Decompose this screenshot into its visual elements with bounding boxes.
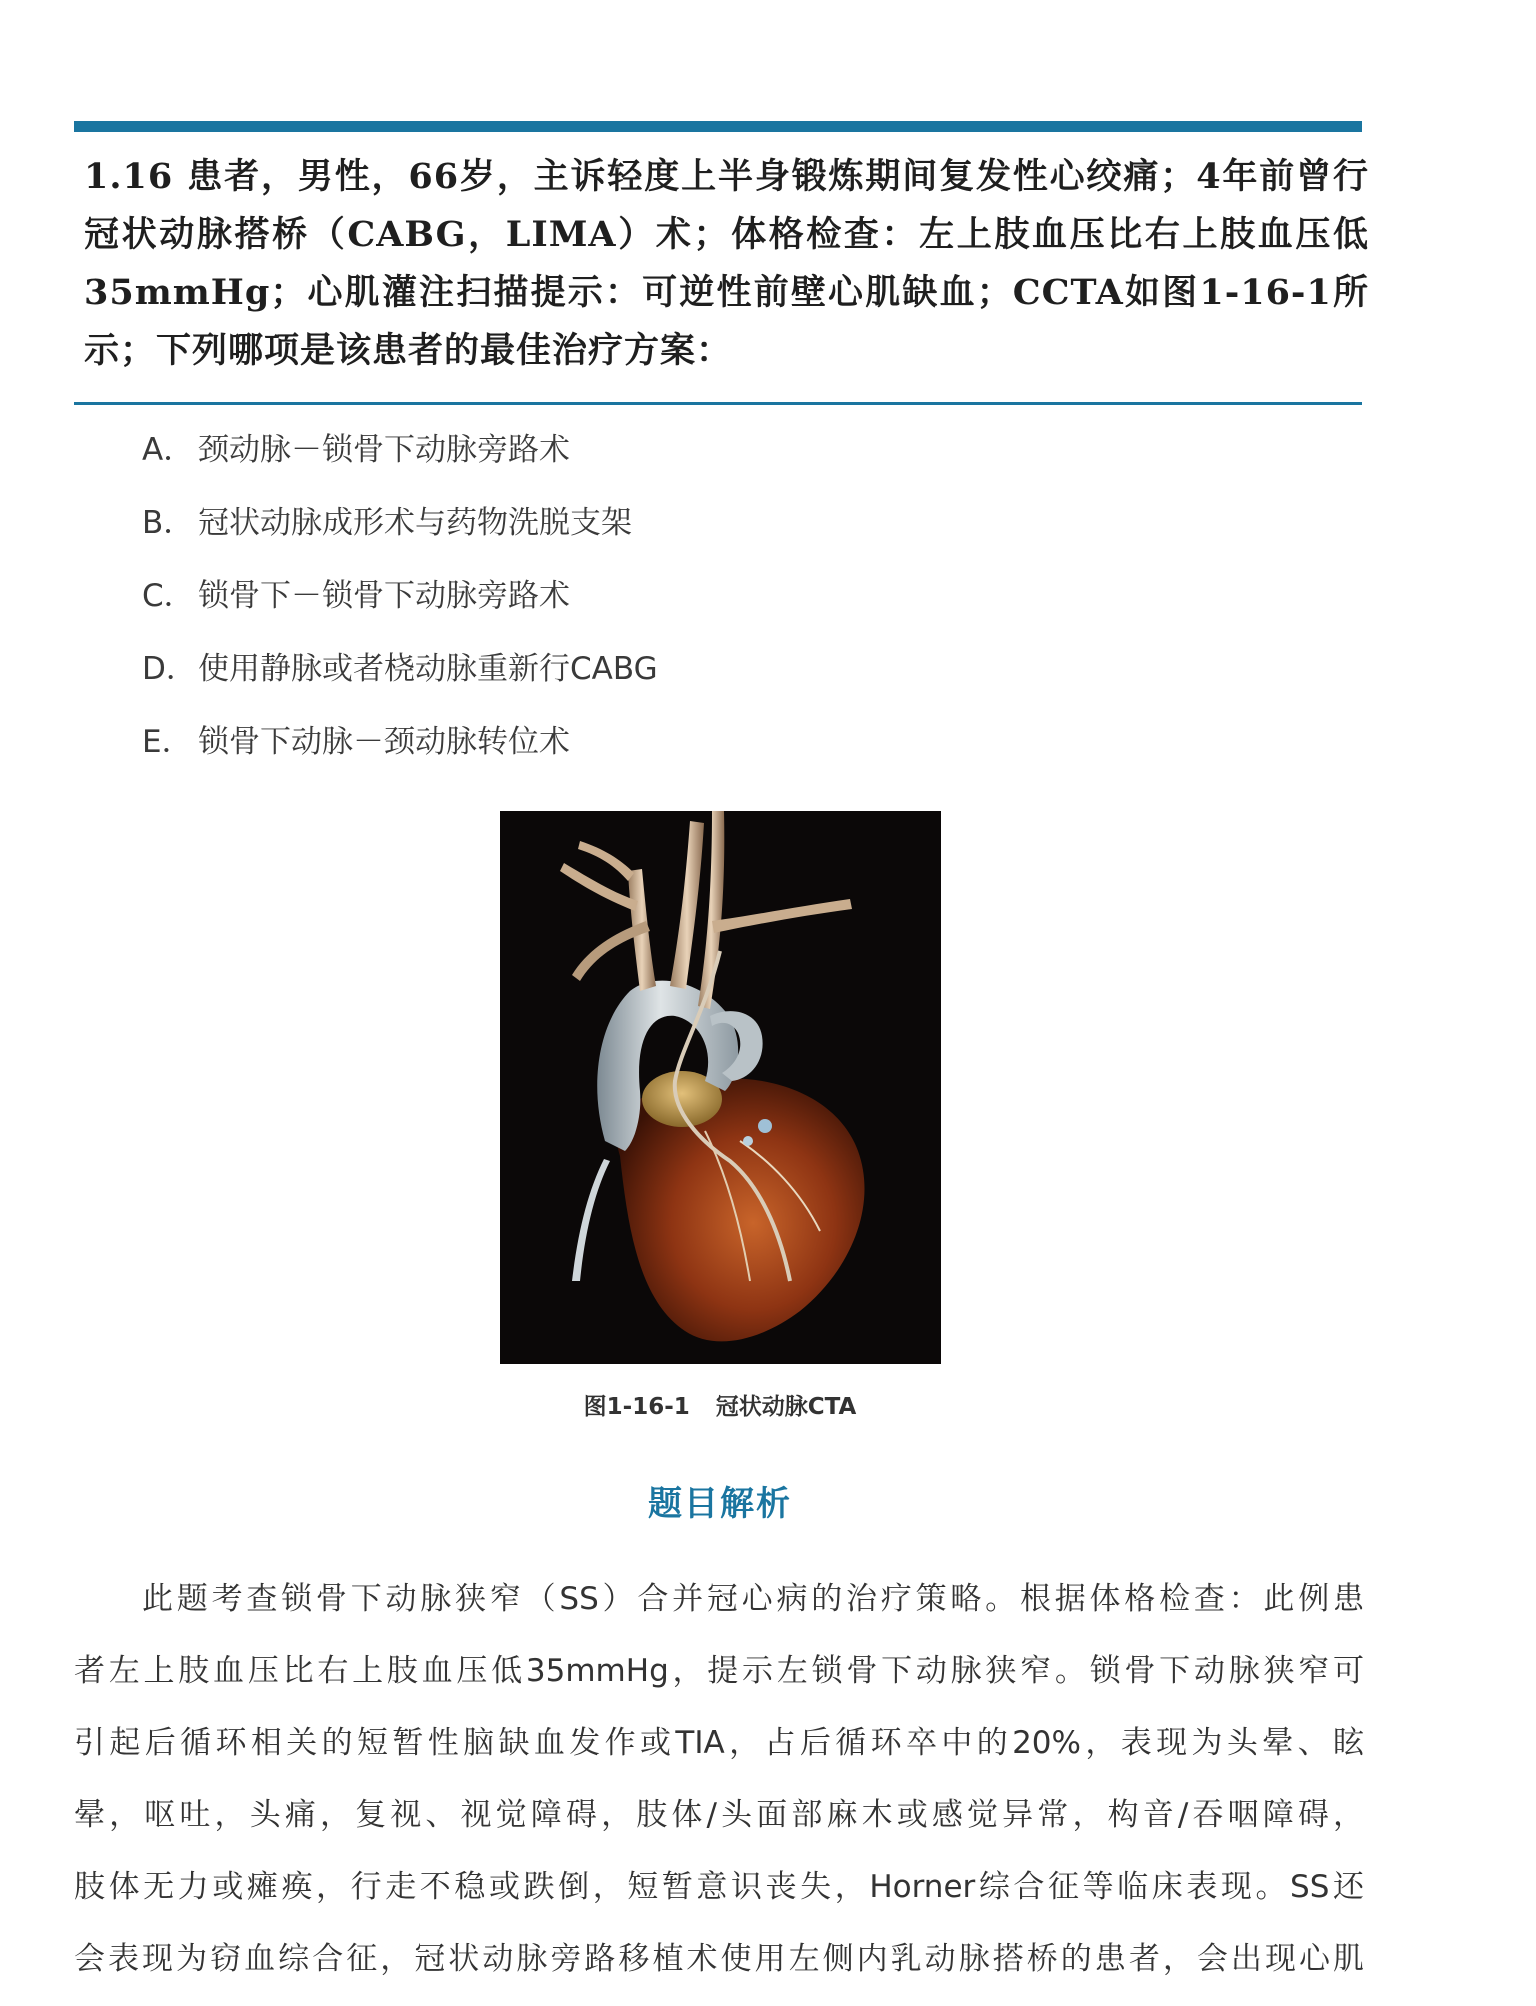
option-a[interactable] [142, 425, 1042, 498]
analysis-line: 引起后循环相关的短暂性脑缺血发作或TIA，占后循环卒中的20%，表现为头晕、眩 [74, 1725, 1364, 1761]
option-text: 锁骨下动脉－颈动脉转位术 [198, 724, 570, 760]
analysis-line: 会表现为窃血综合征，冠状动脉旁路移植术使用左侧内乳动脉搭桥的患者，会出现心肌 [74, 1941, 1364, 1977]
option-letter: D． [142, 651, 197, 687]
question-stem: 1.16 患者，男性，66岁，主诉轻度上半身锻炼期间复发性心绞痛；4年前曾行冠状动脉搭桥（CABG，LIMA）术；体格检查：左上肢血压比右上肢血压低35mmHg；心肌灌注扫描提示：可逆性前壁心肌缺血；CCTA如图1-16-1所示；下列哪项是该患者的最佳治疗方案： [84, 156, 1369, 371]
analysis-line: 晕，呕吐，头痛，复视、视觉障碍，肢体/头面部麻木或感觉异常，构音/吞咽障碍， [74, 1797, 1364, 1833]
ccta-heart-image [500, 811, 941, 1364]
figure-title: 冠状动脉CTA [715, 1394, 857, 1420]
option-letter: E． [142, 724, 193, 760]
question-divider [74, 402, 1362, 405]
option-b[interactable] [142, 498, 1042, 571]
analysis-heading: 题目解析 [648, 1484, 792, 1524]
figure-caption [420, 1388, 1020, 1421]
top-accent-bar [74, 121, 1362, 132]
option-text: 锁骨下－锁骨下动脉旁路术 [198, 578, 570, 614]
analysis-line: 者左上肢血压比右上肢血压低35mmHg，提示左锁骨下动脉狭窄。锁骨下动脉狭窄可 [74, 1653, 1364, 1689]
option-d[interactable] [142, 644, 1042, 717]
analysis-line: 肢体无力或瘫痪，行走不稳或跌倒，短暂意识丧失，Horner综合征等临床表现。SS还 [74, 1869, 1364, 1905]
option-text: 冠状动脉成形术与药物洗脱支架 [198, 505, 632, 541]
ccta-heart-illustration [500, 811, 941, 1364]
analysis-body [74, 1563, 1364, 1995]
option-letter: A． [142, 432, 195, 468]
option-letter: B． [142, 505, 195, 541]
option-letter: C． [142, 578, 195, 614]
option-e[interactable] [142, 717, 1042, 790]
analysis-line: 此题考查锁骨下动脉狭窄（SS）合并冠心病的治疗策略。根据体格检查：此例患 [142, 1581, 1364, 1617]
option-text: 使用静脉或者桡动脉重新行CABG [198, 651, 658, 687]
figure-number: 图1-16-1 [583, 1394, 690, 1420]
option-text: 颈动脉－锁骨下动脉旁路术 [198, 432, 570, 468]
option-c[interactable] [142, 571, 1042, 644]
answer-options [142, 425, 1042, 790]
